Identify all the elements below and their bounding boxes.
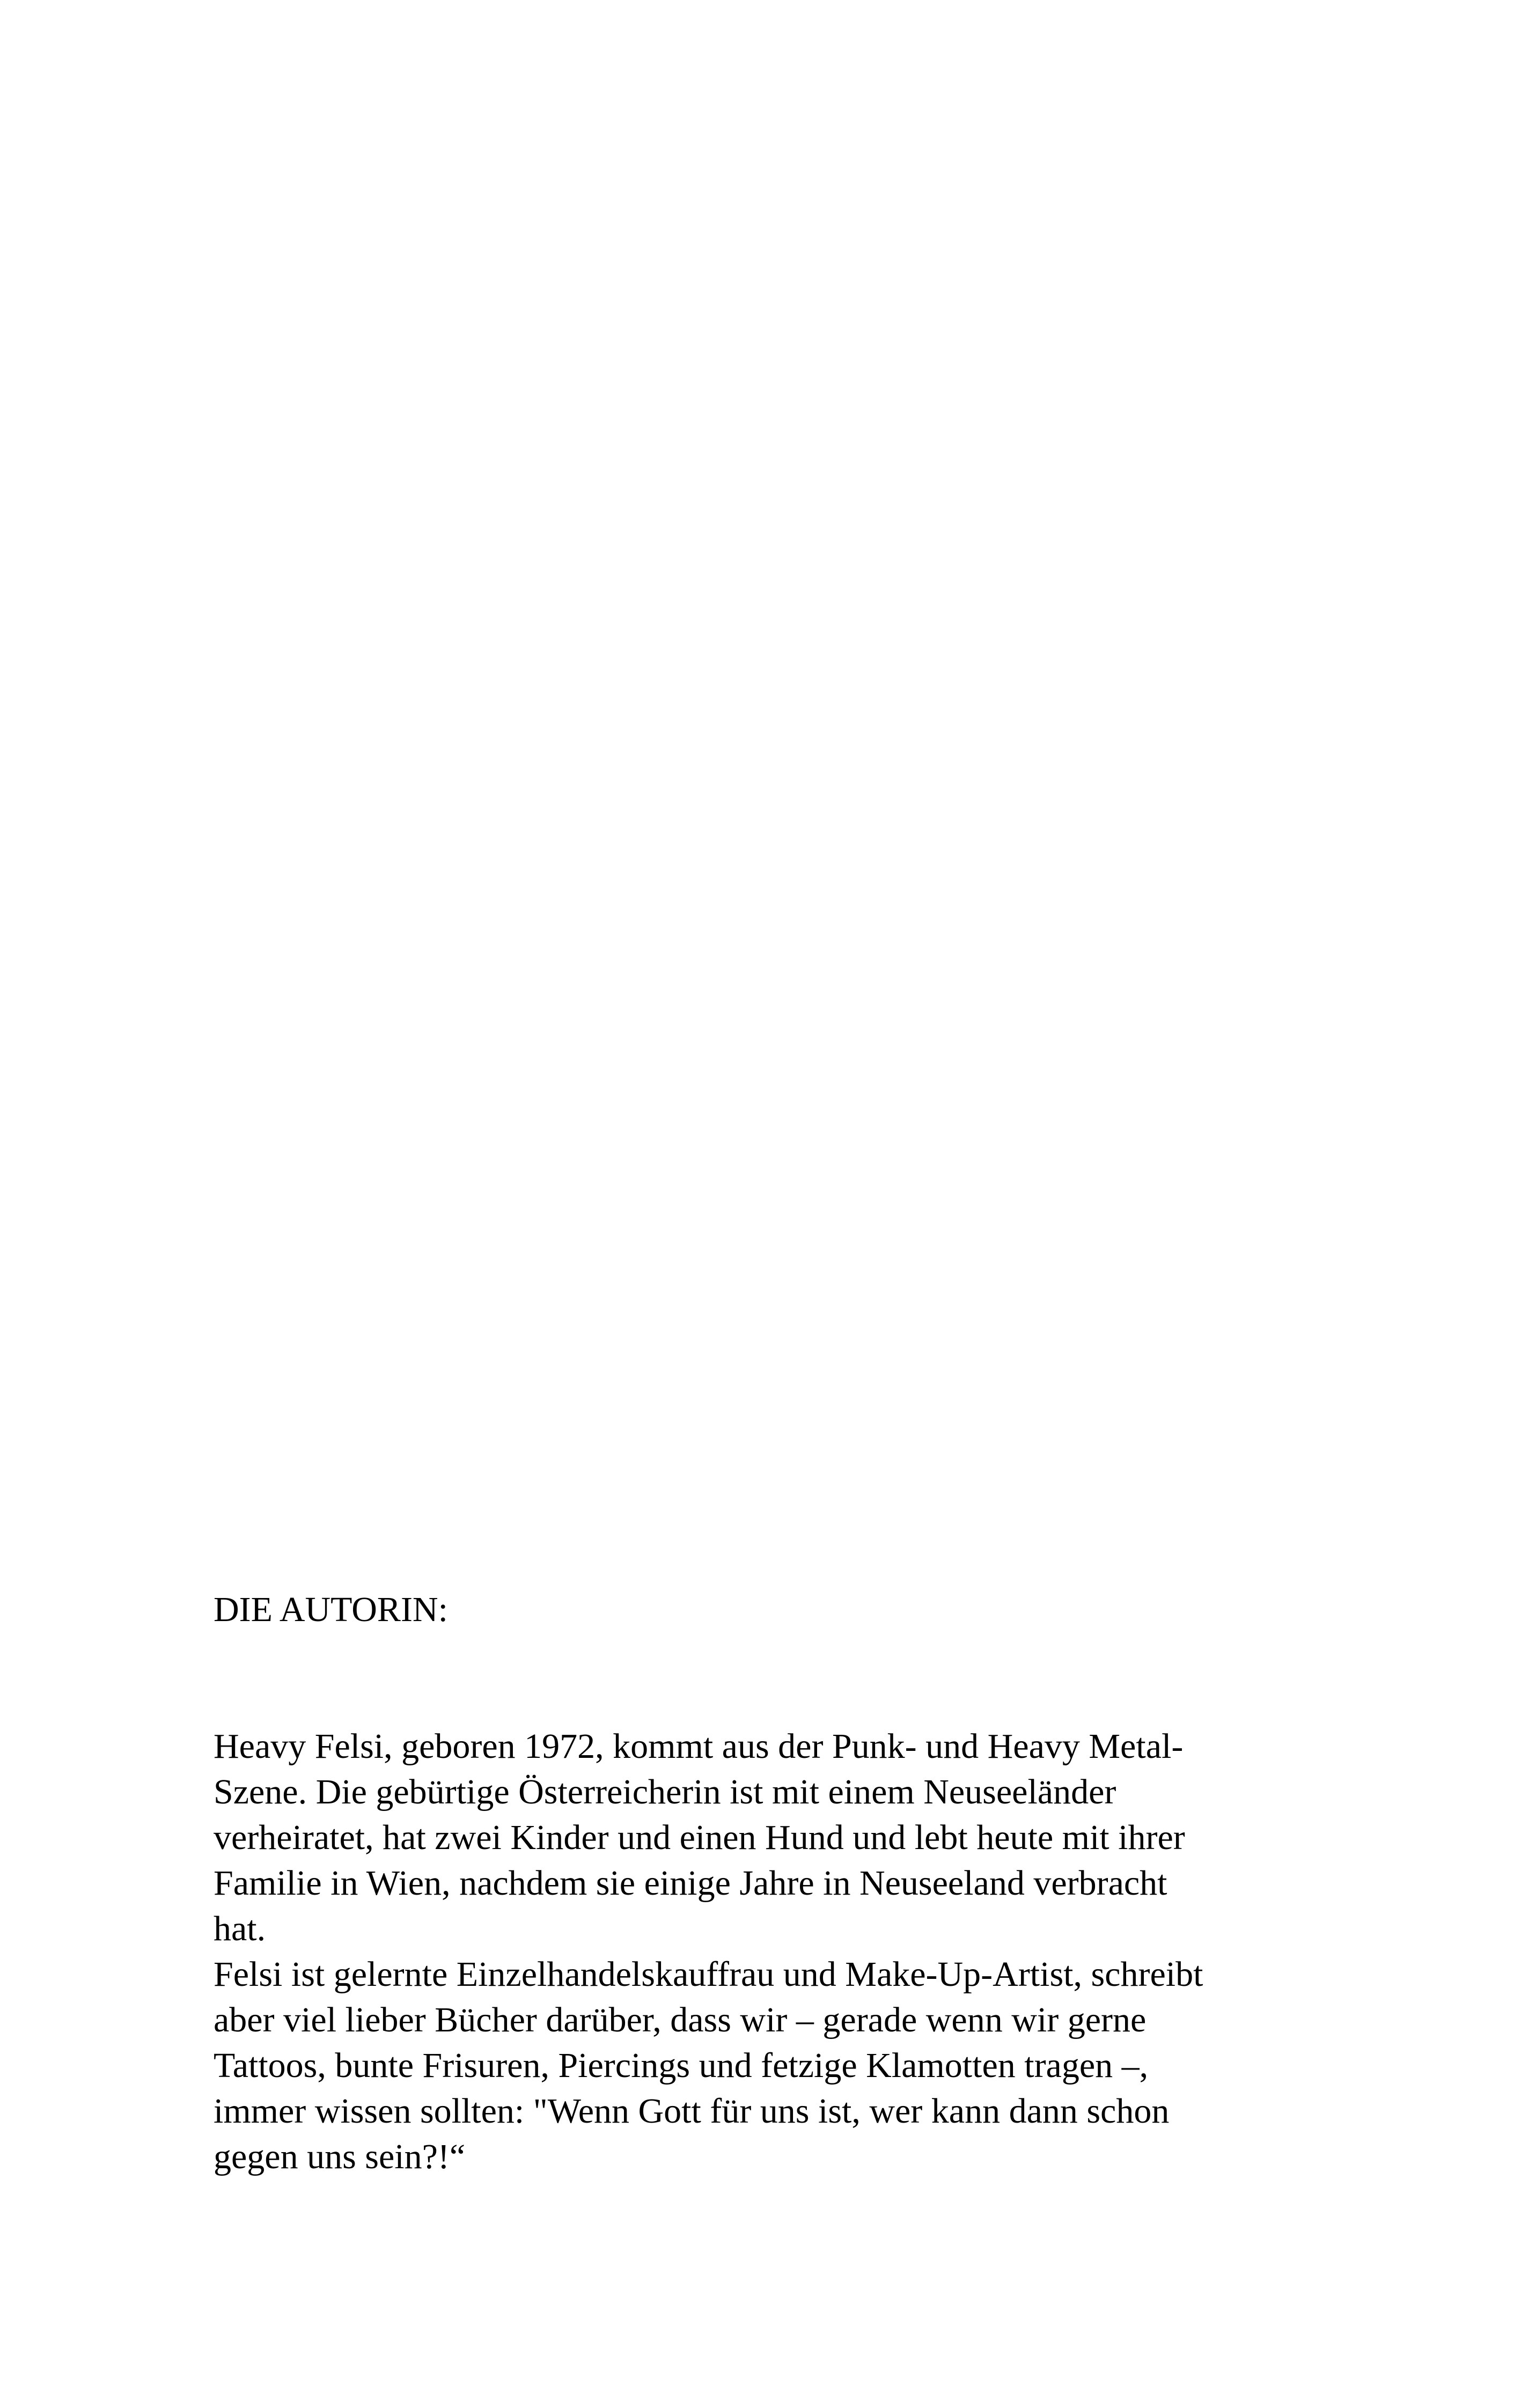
bio-line: aber viel lieber Bücher darüber, dass wir – gerade wenn wir gerne bbox=[214, 2000, 1147, 2039]
bio-line: immer wissen sollten: "Wenn Gott für uns ist, wer kann dann schon bbox=[214, 2092, 1170, 2131]
bio-line: Heavy Felsi, geboren 1972, kommt aus der Punk- und Heavy Metal- bbox=[214, 1727, 1184, 1766]
bio-line: Felsi ist gelernte Einzelhandelskauffrau und Make-Up-Artist, schreibt bbox=[214, 1955, 1203, 1994]
bio-line: Tattoos, bunte Frisuren, Piercings und fetzige Klamotten tragen –, bbox=[214, 2046, 1149, 2085]
author-bio bbox=[214, 1587, 1313, 2179]
paragraph-spacer bbox=[214, 1632, 1313, 1724]
author-heading: DIE AUTORIN: bbox=[214, 1590, 448, 1629]
bio-line: gegen uns sein?!“ bbox=[214, 2137, 466, 2176]
author-bio-text bbox=[214, 1724, 1313, 2179]
bio-line: hat. bbox=[214, 1909, 266, 1948]
bio-line: verheiratet, hat zwei Kinder und einen Hund und lebt heute mit ihrer bbox=[214, 1818, 1185, 1857]
bio-line: Szene. Die gebürtige Österreicherin ist mit einem Neuseeländer bbox=[214, 1772, 1116, 1811]
bio-line: Familie in Wien, nachdem sie einige Jahre in Neuseeland verbracht bbox=[214, 1864, 1167, 1903]
